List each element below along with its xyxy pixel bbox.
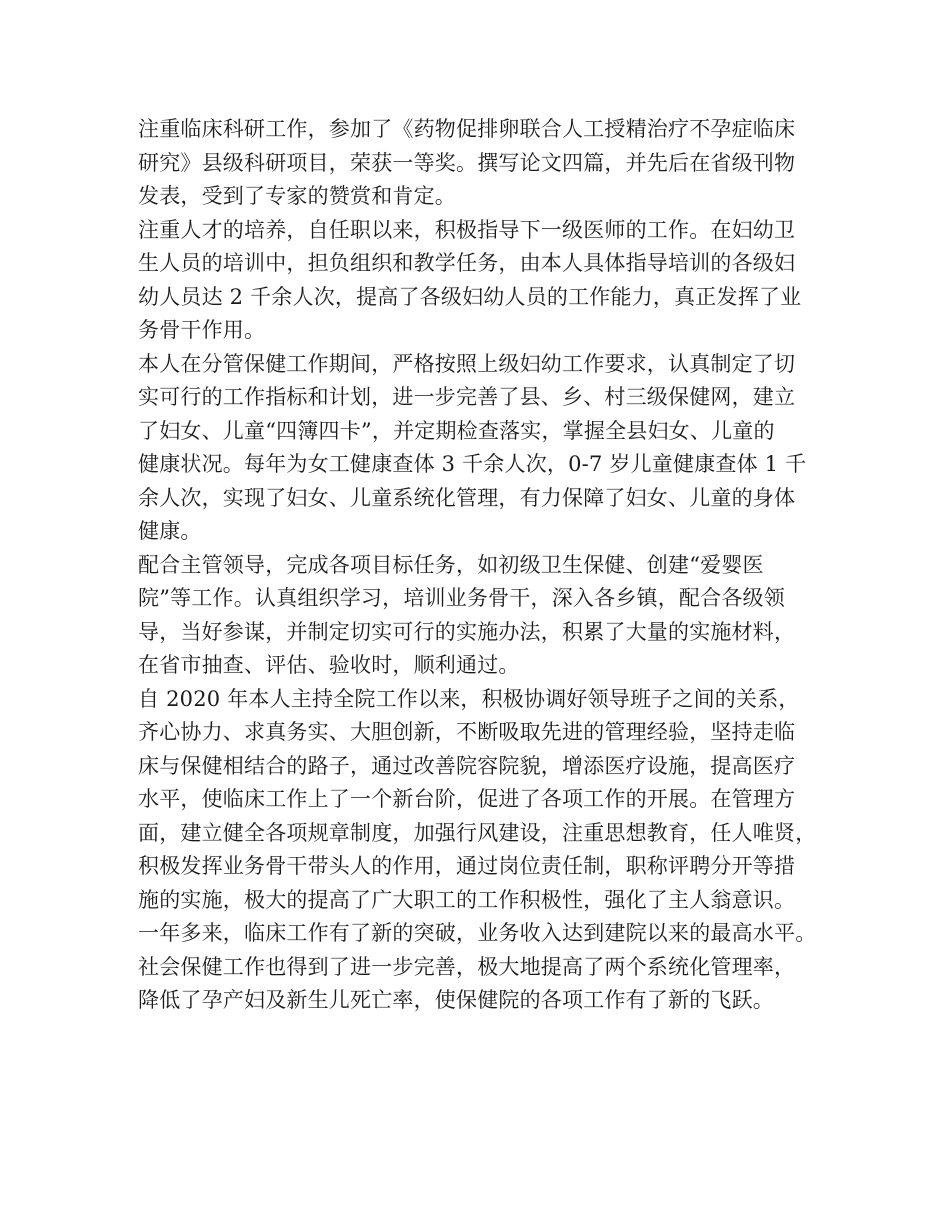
text-line: 积极发挥业务骨干带头人的作用，通过岗位责任制，职称评聘分开等措 (138, 854, 796, 878)
text-line: 自 2020 年本人主持全院工作以来，积极协调好领导班子之间的关系， (138, 686, 800, 711)
text-line: 降低了孕产妇及新生儿死亡率，使保健院的各项工作有了新的飞跃。 (138, 988, 774, 1012)
text-line: 务骨干作用。 (138, 318, 266, 342)
text-line: 床与保健相结合的路子，通过改善院容院貌，增添医疗设施，提高医疗 (138, 753, 796, 778)
paragraph-talent-training (138, 214, 828, 348)
text-line: 在省市抽查、评估、验收时，顺利通过。 (138, 653, 520, 677)
text-line: 齐心协力、求真务实、大胆创新，不断吸取先进的管理经验，坚持走临 (138, 720, 796, 744)
paragraph-research (138, 113, 828, 214)
text-line: 院”等工作。认真组织学习，培训业务骨干，深入各乡镇，配合各级领 (138, 586, 785, 610)
text-line: 余人次，实现了妇女、儿童系统化管理，有力保障了妇女、儿童的身体 (138, 485, 796, 510)
text-line: 导，当好参谋，并制定切实可行的实施办法，积累了大量的实施材料， (138, 619, 796, 644)
text-line: 注重人才的培养，自任职以来，积极指导下一级医师的工作。在妇幼卫 (138, 217, 796, 242)
text-line: 实可行的工作指标和计划，进一步完善了县、乡、村三级保健网，建立 (138, 385, 796, 409)
text-line: 注重临床科研工作，参加了《药物促排卵联合人工授精治疗不孕症临床 (138, 117, 796, 141)
text-line: 社会保健工作也得到了进一步完善，极大地提高了两个系统化管理率， (138, 954, 796, 979)
text-line: 发表，受到了专家的赞赏和肯定。 (138, 184, 456, 208)
text-line: 本人在分管保健工作期间，严格按照上级妇幼工作要求，认真制定了切 (138, 351, 796, 376)
text-line: 研究》县级科研项目，荣获一等奖。撰写论文四篇，并先后在省级刊物 (138, 150, 796, 175)
document-body (138, 113, 828, 1018)
text-line: 一年多来，临床工作有了新的突破，业务收入达到建院以来的最高水平。 (138, 921, 817, 945)
paragraph-healthcare-management (138, 348, 828, 549)
paragraph-hospital-leadership (138, 683, 828, 1018)
text-line: 施的实施，极大的提高了广大职工的工作积极性，强化了主人翁意识。 (138, 887, 796, 912)
text-line: 水平，使临床工作上了一个新台阶，促进了各项工作的开展。在管理方 (138, 787, 796, 811)
text-line: 配合主管领导，完成各项目标任务，如初级卫生保健、创建“爱婴医 (138, 552, 764, 577)
text-line: 幼人员达 2 千余人次，提高了各级妇幼人员的工作能力，真正发挥了业 (138, 284, 802, 309)
text-line: 面，建立健全各项规章制度，加强行风建设，注重思想教育，任人唯贤， (138, 820, 817, 845)
text-line: 了妇女、儿童“四簿四卡”，并定期检查落实，掌握全县妇女、儿童的 (138, 418, 775, 443)
paragraph-target-tasks (138, 549, 828, 683)
text-line: 生人员的培训中，担负组织和教学任务，由本人具体指导培训的各级妇 (138, 251, 796, 275)
text-line: 健康状况。每年为女工健康查体 3 千余人次，0-7 岁儿童健康查体 1 千 (138, 452, 807, 476)
text-line: 健康。 (138, 519, 202, 543)
